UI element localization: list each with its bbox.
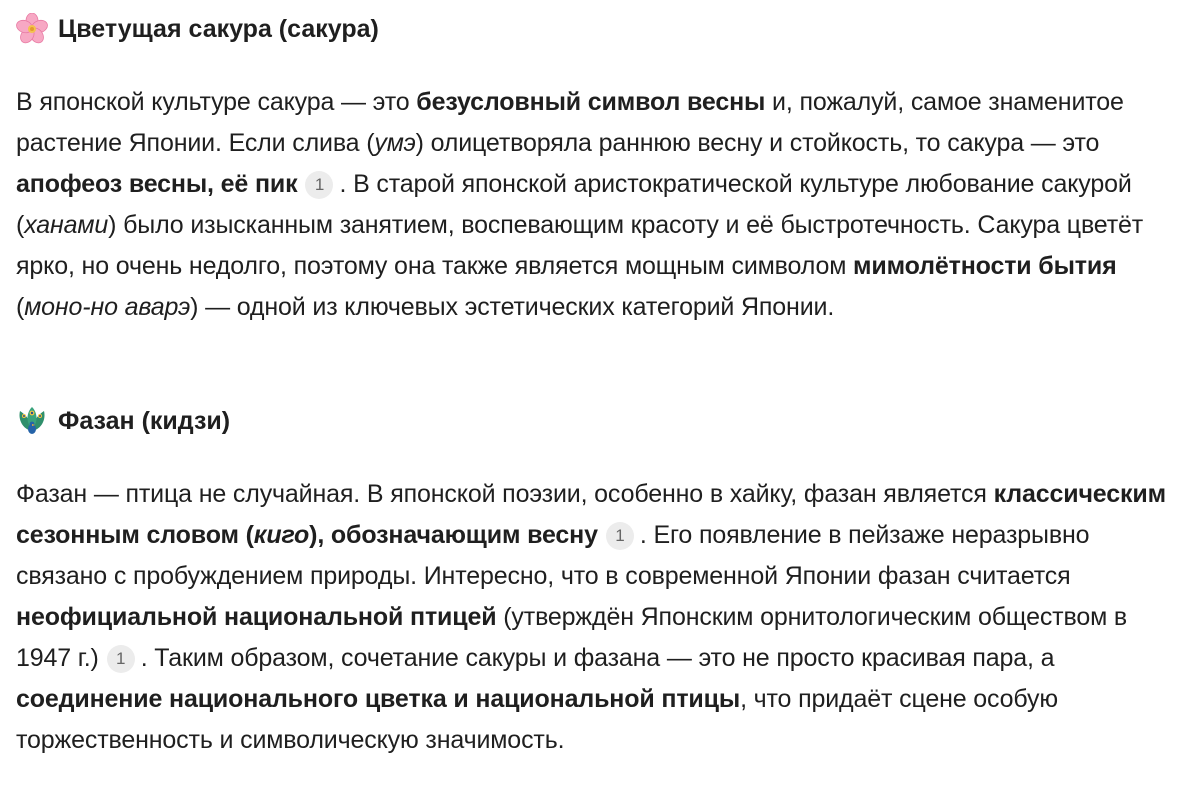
text-run: . Таким образом, сочетание сакуры и фазана — это не просто красивая пара, а (140, 644, 1055, 672)
cherry-blossom-icon (16, 13, 48, 45)
text-run: . В старой японской аристократической культуре любование сакурой ( (16, 170, 1132, 239)
text-run: Фазан — птица не случайная. В японской поэзии, особенно в хайку, фазан является (16, 480, 994, 508)
text-run: , что придаёт сцене особую торжественность и символическую значимость. (16, 685, 1059, 754)
peacock-icon (16, 405, 48, 437)
section-title-text: Цветущая сакура (сакура) (58, 15, 379, 43)
bold-text: соединение национального цветка и национальной птицы (16, 685, 741, 713)
citation-badge[interactable]: 1 (107, 645, 135, 673)
text-run: ) — одной из ключевых эстетических категорий Японии. (190, 293, 835, 321)
section-title-text: Фазан (кидзи) (58, 407, 231, 435)
text-run: (утверждён Японским орнитологическим обществом в 1947 г.) (16, 603, 1128, 672)
bold-text: безусловный символ весны (416, 88, 766, 116)
bold-text: классическим сезонным словом ( (16, 480, 1166, 549)
bold-text: апофеоз весны, её пик (16, 170, 298, 198)
italic-text: киго (253, 521, 310, 549)
text-run: ) олицетворяла раннюю весну и стойкость, то сакура — это (415, 129, 1100, 157)
section-title-pheasant (16, 404, 230, 438)
bold-text: мимолётности бытия (853, 252, 1117, 280)
italic-text (24, 293, 190, 321)
italic-text (24, 211, 108, 239)
bold-text: неофициальной национальной птицей (16, 603, 497, 631)
citation-badge[interactable]: 1 (305, 171, 333, 199)
bold-text: ), обозначающим весну (309, 521, 598, 549)
text-run: ( (16, 293, 25, 321)
italic-text: моно-но аварэ (24, 293, 191, 321)
text-run: В японской культуре сакура — это (16, 88, 417, 116)
italic-text: ханами (24, 211, 109, 239)
italic-text: умэ (374, 129, 416, 157)
bold-text (254, 521, 309, 549)
citation-badge[interactable]: 1 (606, 522, 634, 550)
section-paragraph-sakura (16, 82, 1166, 328)
italic-text (374, 129, 415, 157)
text-run: . Его появление в пейзаже неразрывно связано с пробуждением природы. Интересно, что в современной Японии фазан считается (16, 521, 1090, 590)
text-run: ) было изысканным занятием, воспевающим красоту и её быстротечность. Сакура цветёт ярко, но очень недолго, поэтому она также является мощным символом (16, 211, 1144, 280)
section-paragraph-pheasant (16, 474, 1166, 761)
section-title-sakura (16, 12, 379, 46)
text-run: и, пожалуй, самое знаменитое растение Японии. Если слива ( (16, 88, 1124, 157)
